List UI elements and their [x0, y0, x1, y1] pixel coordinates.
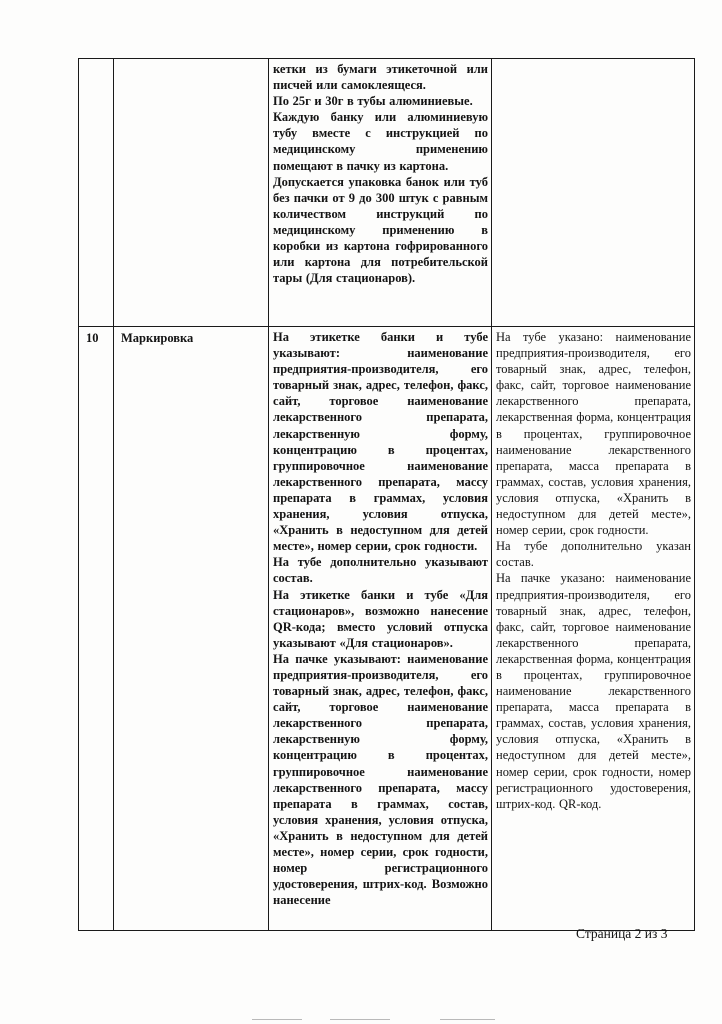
- page-number: Страница 2 из 3: [576, 926, 668, 941]
- row-number-cell: [79, 59, 114, 327]
- table-row-marking: [79, 327, 695, 931]
- paragraph: кетки из бумаги этикеточной или писчей или самоклеящеся.: [273, 62, 488, 93]
- requirement-text: [269, 327, 491, 910]
- requirement-cell: [269, 327, 492, 931]
- paragraph: На этикетке банки и тубе «Для стационаров», возможно нанесение QR-кода; вместо условий отпуска указывают «Для стационаров».: [273, 587, 488, 650]
- paragraph: Каждую банку или алюминиевую тубу вместе с инструкцией по медицинскому применению помещают в пачку из картона.: [273, 110, 488, 173]
- footer-divider: [440, 1019, 495, 1020]
- paragraph: На этикетке банки и тубе указывают: наименование предприятия-производителя, его товарный знак, адрес, телефон, факс, сайт, торговое наименование лекарственного препарата, лекарственную форму, концентрацию в процентах, группировочное наименование лекарственного препарата, массу препарата в граммах, условия хранения, условия отпуска, «Хранить в недоступном для детей месте», номер серии, срок годности.: [273, 330, 488, 554]
- paragraph: На пачке указано: наименование предприятия-производителя, его товарный знак, адрес, телефон, факс, сайт, торговое наименование лекарственного препарата, лекарственная форма, концентрация в процентах, группировочное наименование лекарственного препарата, масса препарата в граммах, состав, условия хранения, условия отпуска, «Хранить в недоступном для детей месте», номер серии, срок годности, номер регистрационного удостоверения, штрих-код. QR-код.: [496, 571, 691, 811]
- spec-table: [78, 58, 695, 931]
- paragraph: Допускается упаковка банок или туб без пачки от 9 до 300 штук с равным количеством инструкций по медицинскому применению в коробки из картона гофрированного или картона для потребительской тары (Для стационаров).: [273, 174, 488, 286]
- table-row-continued: [79, 59, 695, 327]
- result-cell: [492, 59, 695, 327]
- requirement-text: [269, 59, 491, 288]
- footer-divider: [330, 1019, 390, 1020]
- footer-divider: [252, 1019, 302, 1020]
- requirement-cell: [269, 59, 492, 327]
- row-name-cell: Маркировка: [114, 327, 269, 931]
- paragraph: По 25г и 30г в тубы алюминиевые.: [273, 94, 473, 109]
- paragraph: На тубе дополнительно указан состав.: [496, 539, 691, 570]
- paragraph: На тубе указано: наименование предприятия-производителя, его товарный знак, адрес, телефон, факс, сайт, торговое наименование лекарственного препарата, лекарственная форма, концентрация в процентах, группировочное наименование лекарственного препарата, масса препарата в граммах, состав, условия хранения, условия отпуска, «Хранить в недоступном для детей месте», номер серии, срок годности.: [496, 330, 691, 538]
- result-cell: [492, 327, 695, 931]
- paragraph: На тубе дополнительно указывают состав.: [273, 555, 488, 586]
- row-number-cell: 10: [79, 327, 114, 931]
- result-text: [492, 327, 694, 814]
- row-name-cell: [114, 59, 269, 327]
- paragraph: На пачке указывают: наименование предприятия-производителя, его товарный знак, адрес, телефон, факс, сайт, торговое наименование лекарственного препарата, лекарственную форму, концентрацию в процентах, группировочное наименование лекарственного препарата, массу препарата в граммах, состав, условия хранения, условия отпуска, «Хранить в недоступном для детей месте», номер серии, срок годности, номер регистрационного удостоверения, штрих-код. Возможно нанесение: [273, 651, 488, 908]
